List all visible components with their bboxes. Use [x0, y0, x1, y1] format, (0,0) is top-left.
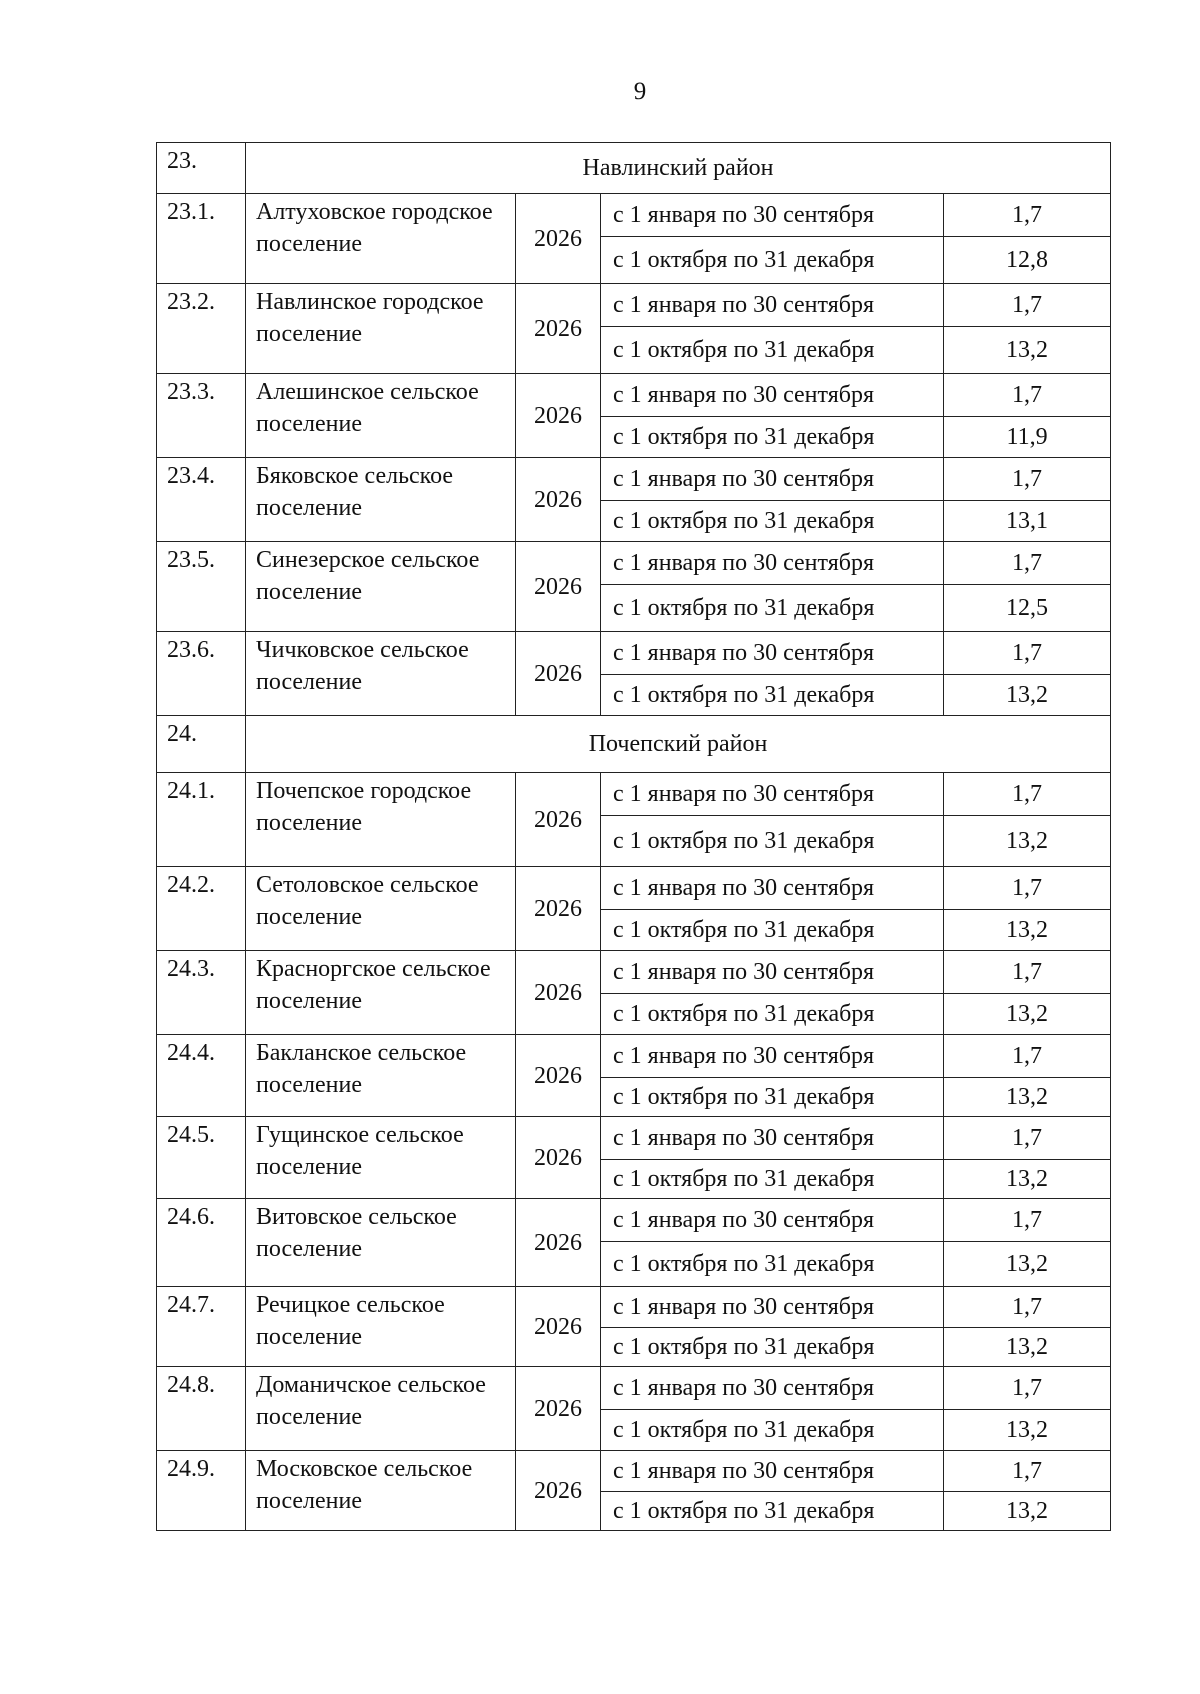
- period-label: с 1 января по 30 сентября: [601, 542, 944, 585]
- settlement-number: 24.4.: [157, 1035, 246, 1117]
- period-label: с 1 января по 30 сентября: [601, 1035, 944, 1078]
- settlement-year: 2026: [516, 1367, 601, 1451]
- period-value: 1,7: [944, 284, 1111, 327]
- settlement-number: 24.6.: [157, 1199, 246, 1287]
- period-label: с 1 января по 30 сентября: [601, 1287, 944, 1328]
- settlement-number: 24.8.: [157, 1367, 246, 1451]
- period-label: с 1 октября по 31 декабря: [601, 327, 944, 374]
- settlement-year: 2026: [516, 458, 601, 542]
- settlement-number: 23.3.: [157, 374, 246, 458]
- settlement-name: Красноргское сельское поселение: [246, 951, 516, 1035]
- period-label: с 1 января по 30 сентября: [601, 284, 944, 327]
- period-value: 13,2: [944, 1410, 1111, 1451]
- period-label: с 1 января по 30 сентября: [601, 632, 944, 675]
- period-label: с 1 октября по 31 декабря: [601, 1328, 944, 1367]
- settlement-name: Алешинское сельское поселение: [246, 374, 516, 458]
- settlement-name: Московское сельское поселение: [246, 1451, 516, 1531]
- period-label: с 1 января по 30 сентября: [601, 1451, 944, 1492]
- period-value: 1,7: [944, 1199, 1111, 1242]
- settlement-year: 2026: [516, 542, 601, 632]
- settlement-name: Синезерское сельское поселение: [246, 542, 516, 632]
- settlement-name: Витовское сельское поселение: [246, 1199, 516, 1287]
- period-label: с 1 января по 30 сентября: [601, 951, 944, 994]
- settlement-number: 24.7.: [157, 1287, 246, 1367]
- period-value: 1,7: [944, 1451, 1111, 1492]
- table-row: [157, 374, 1111, 417]
- period-label: с 1 октября по 31 декабря: [601, 1410, 944, 1451]
- period-value: 1,7: [944, 773, 1111, 816]
- period-value: 13,2: [944, 1328, 1111, 1367]
- settlement-name: Бяковское сельское поселение: [246, 458, 516, 542]
- period-label: с 1 января по 30 сентября: [601, 194, 944, 237]
- settlement-name: Чичковское сельское поселение: [246, 632, 516, 716]
- period-value: 13,2: [944, 1242, 1111, 1287]
- period-label: с 1 октября по 31 декабря: [601, 585, 944, 632]
- table-row: [157, 867, 1111, 910]
- period-label: с 1 января по 30 сентября: [601, 374, 944, 417]
- settlement-year: 2026: [516, 1451, 601, 1531]
- period-value: 12,5: [944, 585, 1111, 632]
- period-value: 1,7: [944, 374, 1111, 417]
- settlement-year: 2026: [516, 951, 601, 1035]
- table-row: [157, 1035, 1111, 1078]
- period-label: с 1 января по 30 сентября: [601, 1199, 944, 1242]
- settlement-name: Гущинское сельское поселение: [246, 1117, 516, 1199]
- settlement-number: 24.9.: [157, 1451, 246, 1531]
- settlement-year: 2026: [516, 1117, 601, 1199]
- period-label: с 1 октября по 31 декабря: [601, 816, 944, 867]
- settlement-number: 23.2.: [157, 284, 246, 374]
- settlement-number: 24.5.: [157, 1117, 246, 1199]
- settlement-name: Доманичское сельское поселение: [246, 1367, 516, 1451]
- period-value: 13,2: [944, 816, 1111, 867]
- period-value: 11,9: [944, 417, 1111, 458]
- period-value: 13,2: [944, 675, 1111, 716]
- period-label: с 1 октября по 31 декабря: [601, 1078, 944, 1117]
- table-row: [157, 632, 1111, 675]
- settlement-number: 23.4.: [157, 458, 246, 542]
- period-label: с 1 января по 30 сентября: [601, 867, 944, 910]
- period-value: 13,2: [944, 1492, 1111, 1531]
- table-row: [157, 284, 1111, 327]
- period-value: 13,2: [944, 910, 1111, 951]
- period-label: с 1 января по 30 сентября: [601, 458, 944, 501]
- settlement-year: 2026: [516, 1035, 601, 1117]
- period-value: 13,2: [944, 1078, 1111, 1117]
- period-label: с 1 октября по 31 декабря: [601, 1492, 944, 1531]
- settlement-name: Сетоловское сельское поселение: [246, 867, 516, 951]
- settlement-year: 2026: [516, 374, 601, 458]
- settlement-number: 24.3.: [157, 951, 246, 1035]
- table-row: [157, 458, 1111, 501]
- period-value: 13,2: [944, 1160, 1111, 1199]
- period-value: 1,7: [944, 458, 1111, 501]
- settlement-name: Навлинское городское поселение: [246, 284, 516, 374]
- period-value: 1,7: [944, 867, 1111, 910]
- period-label: с 1 октября по 31 декабря: [601, 237, 944, 284]
- district-number: 23.: [157, 143, 246, 194]
- settlement-number: 23.1.: [157, 194, 246, 284]
- period-value: 1,7: [944, 1035, 1111, 1078]
- district-number: 24.: [157, 716, 246, 773]
- table-body: [157, 143, 1111, 1531]
- table-row: [157, 1287, 1111, 1328]
- period-value: 1,7: [944, 1287, 1111, 1328]
- period-label: с 1 октября по 31 декабря: [601, 1160, 944, 1199]
- period-value: 13,2: [944, 994, 1111, 1035]
- period-value: 13,2: [944, 327, 1111, 374]
- table-row: [157, 1199, 1111, 1242]
- period-value: 1,7: [944, 632, 1111, 675]
- period-value: 1,7: [944, 194, 1111, 237]
- period-value: 1,7: [944, 1117, 1111, 1160]
- period-label: с 1 января по 30 сентября: [601, 1117, 944, 1160]
- district-name: Навлинский район: [246, 143, 1111, 194]
- table-row: [157, 951, 1111, 994]
- settlement-year: 2026: [516, 194, 601, 284]
- table-row: [157, 1451, 1111, 1492]
- page-number: 9: [633, 78, 647, 105]
- period-value: 1,7: [944, 542, 1111, 585]
- settlement-name: Бакланское сельское поселение: [246, 1035, 516, 1117]
- period-label: с 1 октября по 31 декабря: [601, 1242, 944, 1287]
- settlement-name: Речицкое сельское поселение: [246, 1287, 516, 1367]
- settlement-year: 2026: [516, 867, 601, 951]
- settlement-number: 24.1.: [157, 773, 246, 867]
- settlement-year: 2026: [516, 284, 601, 374]
- district-row: [157, 143, 1111, 194]
- period-label: с 1 января по 30 сентября: [601, 1367, 944, 1410]
- period-label: с 1 октября по 31 декабря: [601, 417, 944, 458]
- settlement-year: 2026: [516, 773, 601, 867]
- period-label: с 1 января по 30 сентября: [601, 773, 944, 816]
- settlement-number: 24.2.: [157, 867, 246, 951]
- table-row: [157, 1367, 1111, 1410]
- settlement-number: 23.5.: [157, 542, 246, 632]
- district-name: Почепский район: [246, 716, 1111, 773]
- settlement-year: 2026: [516, 1199, 601, 1287]
- table-row: [157, 1117, 1111, 1160]
- period-label: с 1 октября по 31 декабря: [601, 501, 944, 542]
- tariff-table: [156, 142, 1111, 1531]
- period-value: 1,7: [944, 951, 1111, 994]
- period-label: с 1 октября по 31 декабря: [601, 994, 944, 1035]
- settlement-name: Почепское городское поселение: [246, 773, 516, 867]
- period-value: 13,1: [944, 501, 1111, 542]
- table-row: [157, 542, 1111, 585]
- period-value: 1,7: [944, 1367, 1111, 1410]
- settlement-name: Алтуховское городское поселение: [246, 194, 516, 284]
- period-label: с 1 октября по 31 декабря: [601, 675, 944, 716]
- settlement-number: 23.6.: [157, 632, 246, 716]
- table-row: [157, 773, 1111, 816]
- settlement-year: 2026: [516, 1287, 601, 1367]
- table-row: [157, 194, 1111, 237]
- period-label: с 1 октября по 31 декабря: [601, 910, 944, 951]
- district-row: [157, 716, 1111, 773]
- settlement-year: 2026: [516, 632, 601, 716]
- period-value: 12,8: [944, 237, 1111, 284]
